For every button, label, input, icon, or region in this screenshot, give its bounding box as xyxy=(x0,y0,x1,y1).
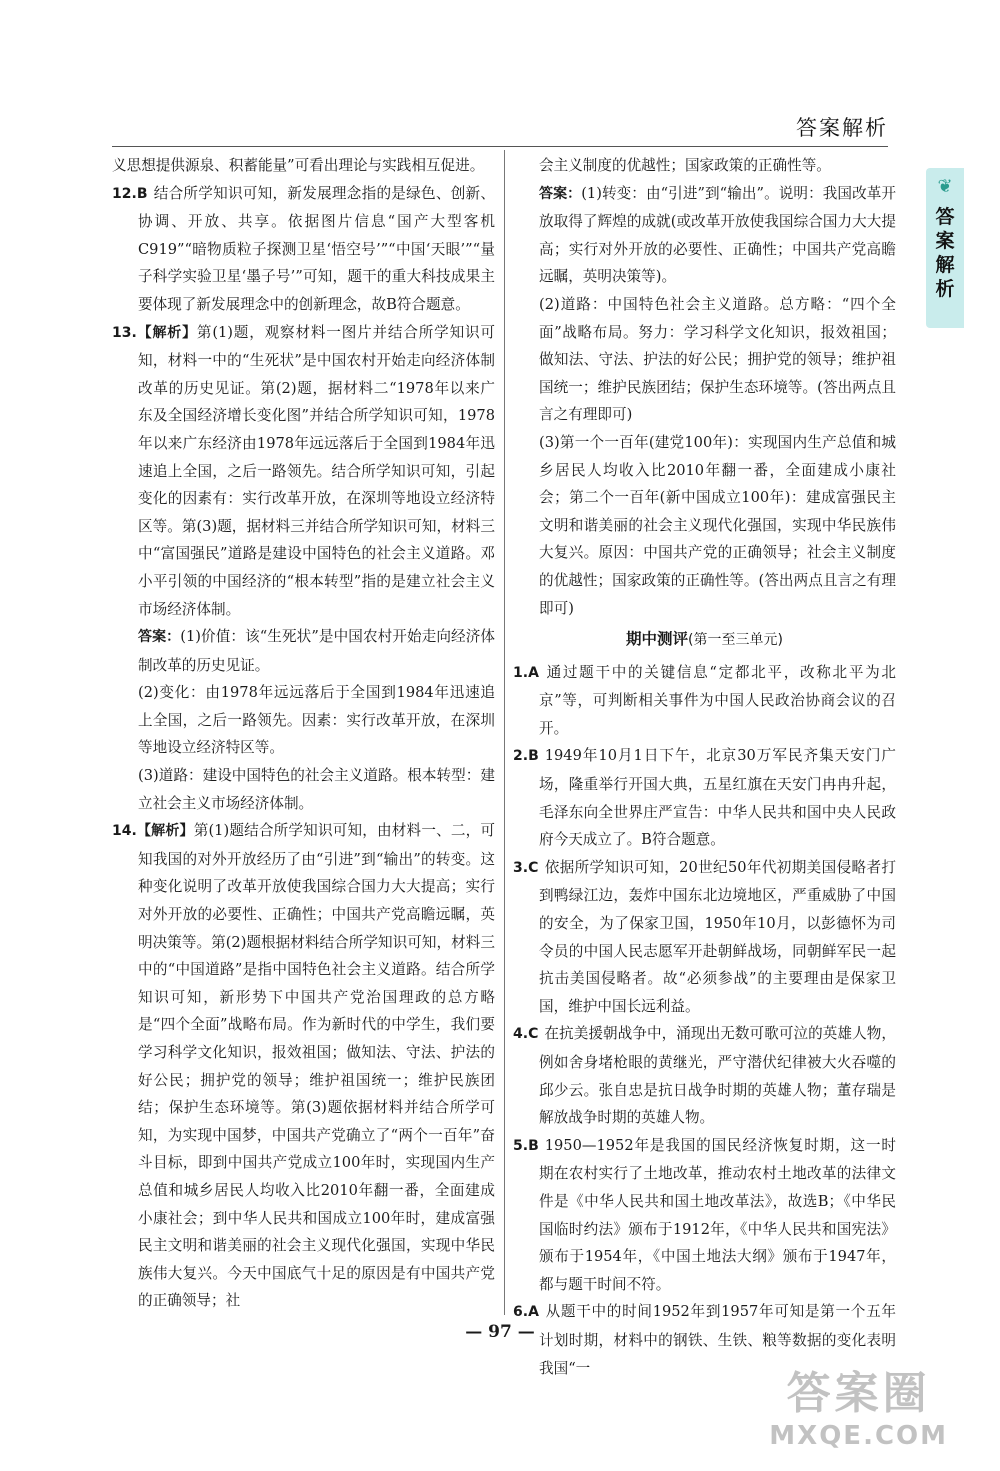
answer-label: 答案： xyxy=(539,185,582,202)
question-number: 13. xyxy=(112,324,137,341)
question-text: 1950—1952年是我国的国民经济恢复时期，这一时期在农村实行了土地改革，推动农村土地改革的法律文件是《中华人民共和国土地改革法》，故选B；《中华民国临时约法》颁布于1912年，《中华人民共和国宪法》颁布于1954年，《中国土地法大纲》颁布于1947年，都与题干时间不符。 xyxy=(539,1136,896,1293)
right-column xyxy=(513,152,896,1382)
answer-line: (3)第一个一百年(建党100年)：实现国内生产总值和城乡居民人均收入比2010年翻一番，全面建成小康社会；第二个一百年(新中国成立100年)：建成富强民主文明和谐美丽的社会主义现代化强国，实现中华民族伟大复兴。原因：中国共产党的正确领导；社会主义制度的优越性；国家政策的正确性等。(答出两点且言之有理即可) xyxy=(539,433,896,617)
question-text: 从题干中的时间1952年到1957年可知是第一个五年计划时期，材料中的钢铁、生铁、粮等数据的变化表明我国“一 xyxy=(539,1303,896,1377)
question-text: 通过题干中的关键信息“定都北平，改称北平为北京”等，可判断相关事件为中国人民政治协商会议的召开。 xyxy=(539,663,896,737)
question-12 xyxy=(112,180,495,319)
question-number: 5. xyxy=(513,1137,529,1154)
answer-line: (2)道路：中国特色社会主义道路。总方略：“四个全面”战略布局。努力：学习科学文化知识，报效祖国；做知法、守法、护法的好公民；拥护党的领导；维护祖国统一；维护民族团结；保护生态环境等。(答出两点且言之有理即可) xyxy=(539,295,896,424)
answer-label: 答案： xyxy=(138,629,181,646)
watermark-line2: MXQE.COM xyxy=(769,1421,948,1451)
question-1 xyxy=(513,659,896,743)
leaf-icon: ❦ xyxy=(937,176,953,197)
section-title xyxy=(513,626,896,655)
question-14 xyxy=(112,817,495,1315)
question-number: 14. xyxy=(112,823,137,840)
column-divider xyxy=(504,150,505,1315)
header-title: 答案解析 xyxy=(796,116,888,140)
answer-line xyxy=(513,180,896,291)
question-3 xyxy=(513,854,896,1021)
answer-letter: C xyxy=(528,1026,539,1043)
answer-text: (1)价值：该“生死状”是中国农村开始走向经济体制改革的历史见证。 xyxy=(138,628,495,674)
watermark-line1: 答案圈 xyxy=(786,1368,931,1419)
question-text: 结合所学知识可知，新发展理念指的是绿色、创新、协调、开放、共享。依据图片信息“国产大型客机C919”“暗物质粒子探测卫星‘悟空号’”“中国‘天眼’”“量子科学实验卫星‘墨子号’”可知，题干的重大科技成果主要体现了新发展理念中的创新理念，故B符合题意。 xyxy=(138,184,495,313)
section-title-text: 期中测评 xyxy=(626,630,689,649)
left-column xyxy=(112,152,495,1315)
question-text: 1949年10月1日下午，北京30万军民齐集天安门广场，隆重举行开国大典，五星红旗在天安门冉冉升起，毛泽东向全世界庄严宣告：中华人民共和国中央人民政府今天成立了。B符合题意。 xyxy=(539,747,896,849)
watermark-logo xyxy=(769,1357,948,1451)
paragraph: 义思想提供源泉、积蓄能量”可看出理论与实践相互促进。 xyxy=(112,157,485,174)
answer-letter: A xyxy=(528,664,539,681)
analysis-text: 第(1)题结合所学知识可知，由材料一、二，可知我国的对外开放经历了由“引进”到“输出”的转变。这种变化说明了改革开放使我国综合国力大大提高；实行对外开放的必要性、正确性；中国共产党高瞻远瞩，英明决策等。第(2)题根据材料结合所学知识可知，材料三中的“中国道路”是指中国特色社会主义道路。结合所学知识可知，新形势下中国共产党治国理政的总方略是“四个全面”战略布局。作为新时代的中学生，我们要学习科学文化知识，报效祖国；做知法、守法、护法的好公民；拥护党的领导；维护祖国统一；维护民族团结；保护生态环境等。第(3)题依据材料并结合所学可知，为实现中国梦，中国共产党确立了“两个一百年”奋斗目标，即到中国共产党成立100年时，实现国内生产总值和城乡居民人均收入比2010年翻一番，全面建成小康社会；到中华人民共和国成立100年时，建成富强民主文明和谐美丽的社会主义现代化强国，实现中华民族伟大复兴。今天中国底气十足的原因是有中国共产党的正确领导；社 xyxy=(138,822,495,1310)
paragraph: 会主义制度的优越性；国家政策的正确性等。 xyxy=(539,157,831,174)
answer-letter: C xyxy=(528,859,539,876)
analysis-text: 第(1)题，观察材料一图片并结合所学知识可知，材料一中的“生死状”是中国农村开始走向经济体制改革的历史见证。第(2)题，据材料二“1978年以来广东及全国经济增长变化图”并结合所学知识可知，1978年以来广东经济由1978年远远落后于全国到1984年迅速追上全国，之后一路领先。结合所学知识可知，引起变化的因素有：实行改革开放，在深圳等地设立经济特区等。第(3)题，据材料三并结合所学知识可知，材料三中“富国强民”道路是建设中国特色的社会主义道路。邓小平引领的中国经济的“根本转型”指的是建立社会主义市场经济体制。 xyxy=(138,323,495,618)
question-text: 在抗美援朝战争中，涌现出无数可歌可泣的英雄人物，例如舍身堵枪眼的黄继光，严守潜伏纪律被大火吞噬的邱少云。张自忠是抗日战争时期的英雄人物；董存瑞是解放战争时期的英雄人物。 xyxy=(539,1025,896,1127)
question-number: 6. xyxy=(513,1304,529,1321)
question-2 xyxy=(513,742,896,853)
question-number: 3. xyxy=(513,859,529,876)
question-text: 依据所学知识可知，20世纪50年代初期美国侵略者打到鸭绿江边，轰炸中国东北边境地区，严重威胁了中国的安全，为了保家卫国，1950年10月，以彭德怀为司令员的中国人民志愿军开赴朝鲜战场，同朝鲜军民一起抗击美国侵略者。故“必须参战”的主要理由是保家卫国，维护中国长远利益。 xyxy=(539,858,896,1015)
answer-letter: B xyxy=(528,748,539,765)
question-number: 2. xyxy=(513,748,529,765)
question-4 xyxy=(513,1020,896,1131)
question-number: 4. xyxy=(513,1026,529,1043)
answer-line: (2)变化：由1978年远远落后于全国到1984年迅速追上全国，之后一路领先。因素：实行改革开放，在深圳等地设立经济特区等。 xyxy=(138,684,495,757)
side-tab-label: 答案解析 xyxy=(935,206,955,300)
answer-letter: A xyxy=(528,1304,539,1321)
answer-letter: B xyxy=(136,185,148,202)
answer-line xyxy=(112,623,495,679)
analysis-tag: 【解析】 xyxy=(136,324,197,341)
question-number: 1. xyxy=(513,664,529,681)
header-rule xyxy=(112,146,888,147)
page-number: — 97 — xyxy=(465,1322,535,1342)
answer-letter: B xyxy=(528,1137,539,1154)
section-subtitle: (第一至三单元) xyxy=(688,632,783,649)
answer-line: (3)道路：建设中国特色的社会主义道路。根本转型：建立社会主义市场经济体制。 xyxy=(138,767,495,812)
question-number: 12. xyxy=(112,185,137,202)
analysis-tag: 【解析】 xyxy=(136,823,194,840)
question-13 xyxy=(112,319,495,624)
side-tab xyxy=(926,168,964,328)
answer-text: (1)转变：由“引进”到“输出”。说明：我国改革开放取得了辉煌的成就(或改革开放使我国综合国力大大提高；实行对外开放的必要性、正确性；中国共产党高瞻远瞩，英明决策等)。 xyxy=(539,184,896,286)
question-5 xyxy=(513,1132,896,1299)
